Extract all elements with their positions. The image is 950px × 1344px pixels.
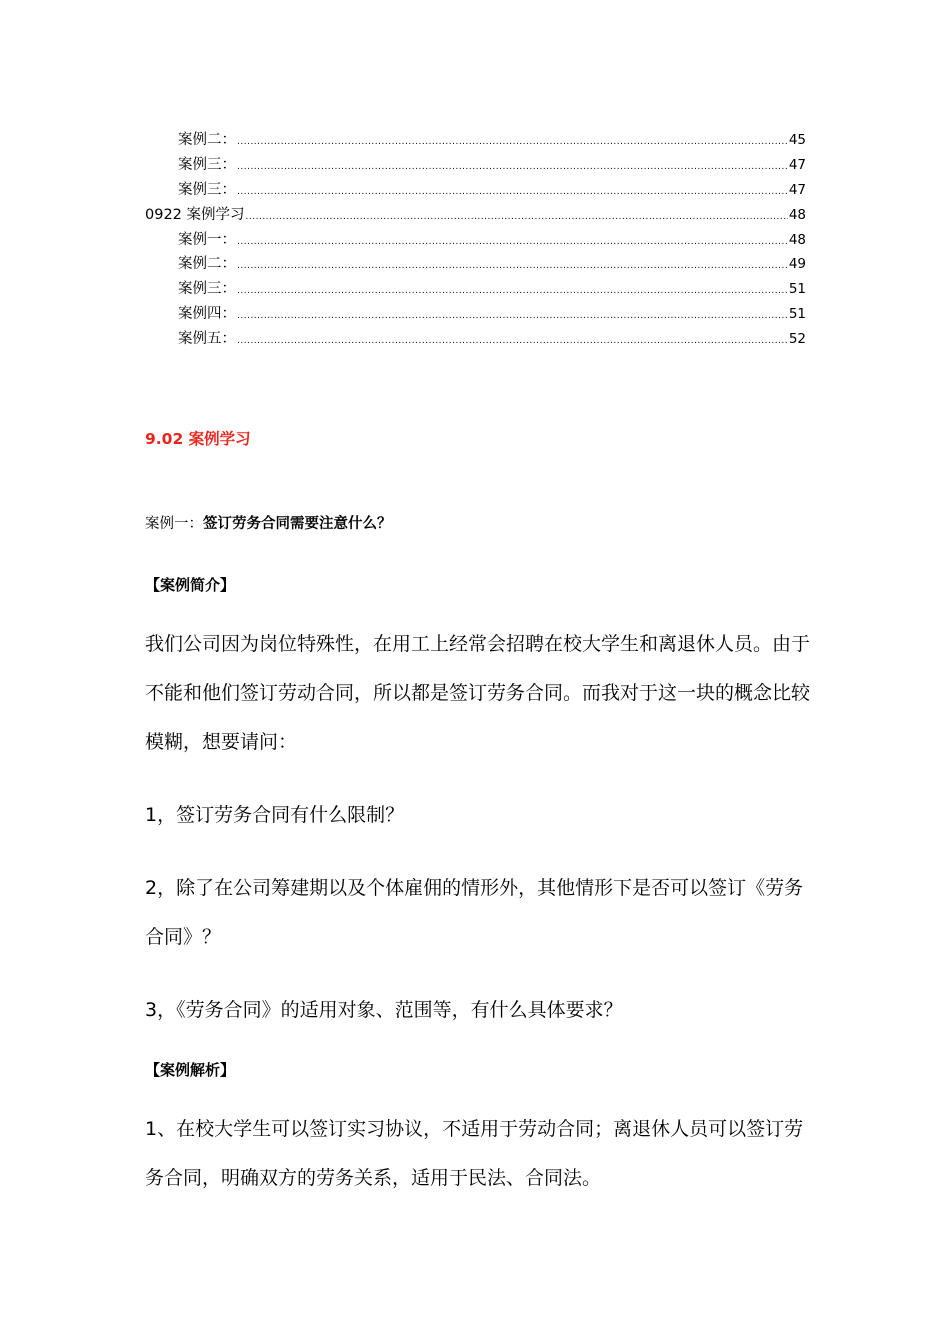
toc-entry-page: 48 — [788, 231, 806, 248]
toc-entry-label: 案例一： — [178, 231, 236, 248]
toc-entry[interactable] — [145, 277, 806, 302]
analysis-label: 【案例解析】 — [145, 1061, 236, 1079]
toc-leader-dots — [237, 329, 788, 354]
toc-entry-page: 52 — [788, 331, 806, 348]
toc-entry[interactable] — [145, 302, 806, 327]
toc-leader-dots — [246, 205, 788, 230]
toc-entry-label: 案例三： — [178, 181, 236, 198]
toc-leader-dots — [237, 254, 788, 279]
toc-entry-label: 案例二： — [178, 256, 236, 273]
toc-entry-label: 案例三： — [178, 156, 236, 173]
toc-leader-dots — [237, 180, 788, 205]
toc-entry[interactable] — [145, 228, 806, 253]
analysis-paragraph: 1、在校大学生可以签订实习协议，不适用于劳动合同；离退休人员可以签订劳务合同，明确双方的劳务关系，适用于民法、合同法。 — [145, 1118, 804, 1189]
toc-entry-label: 案例二： — [178, 132, 236, 148]
toc-entry-page: 45 — [788, 132, 806, 148]
toc-entry-page: 48 — [788, 206, 806, 223]
toc-entry-label: 案例三： — [178, 281, 236, 298]
toc-entry[interactable] — [145, 203, 806, 228]
toc-leader-dots — [237, 304, 788, 329]
table-of-contents — [145, 128, 806, 352]
section-title: 9.02 案例学习 — [145, 430, 251, 448]
toc-leader-dots — [237, 155, 788, 180]
toc-entry-label: 案例四： — [178, 306, 236, 323]
question-2: 2，除了在公司筹建期以及个体雇佣的情形外，其他情形下是否可以签订《劳务合同》？ — [145, 877, 804, 948]
toc-entry[interactable] — [145, 128, 806, 153]
toc-entry-page: 47 — [788, 156, 806, 173]
toc-leader-dots — [237, 279, 788, 304]
toc-entry[interactable] — [145, 178, 806, 203]
toc-entry-page: 51 — [788, 306, 806, 323]
intro-label: 【案例简介】 — [145, 576, 236, 594]
case-heading-prefix: 案例一： — [145, 516, 203, 532]
intro-paragraph: 我们公司因为岗位特殊性，在用工上经常会招聘在校大学生和离退休人员。由于不能和他们签订劳动合同，所以都是签订劳务合同。而我对于这一块的概念比较模糊，想要请问： — [145, 633, 811, 753]
question-3: 3，《劳务合同》的适用对象、范围等，有什么具体要求？ — [145, 999, 623, 1021]
toc-entry-page: 51 — [788, 281, 806, 298]
question-1: 1，签订劳务合同有什么限制？ — [145, 804, 405, 826]
toc-leader-dots — [237, 230, 788, 255]
toc-entry[interactable] — [145, 252, 806, 277]
toc-entry-page: 49 — [788, 256, 806, 273]
toc-entry[interactable] — [145, 327, 806, 352]
toc-entry-page: 47 — [788, 181, 806, 198]
case-heading-title: 签订劳务合同需要注意什么？ — [203, 516, 392, 532]
case-heading — [145, 512, 392, 533]
toc-leader-dots — [237, 130, 788, 155]
toc-entry-label: 0922 案例学习 — [145, 206, 245, 223]
toc-entry[interactable] — [145, 153, 806, 178]
toc-entry-label: 案例五： — [178, 331, 236, 348]
